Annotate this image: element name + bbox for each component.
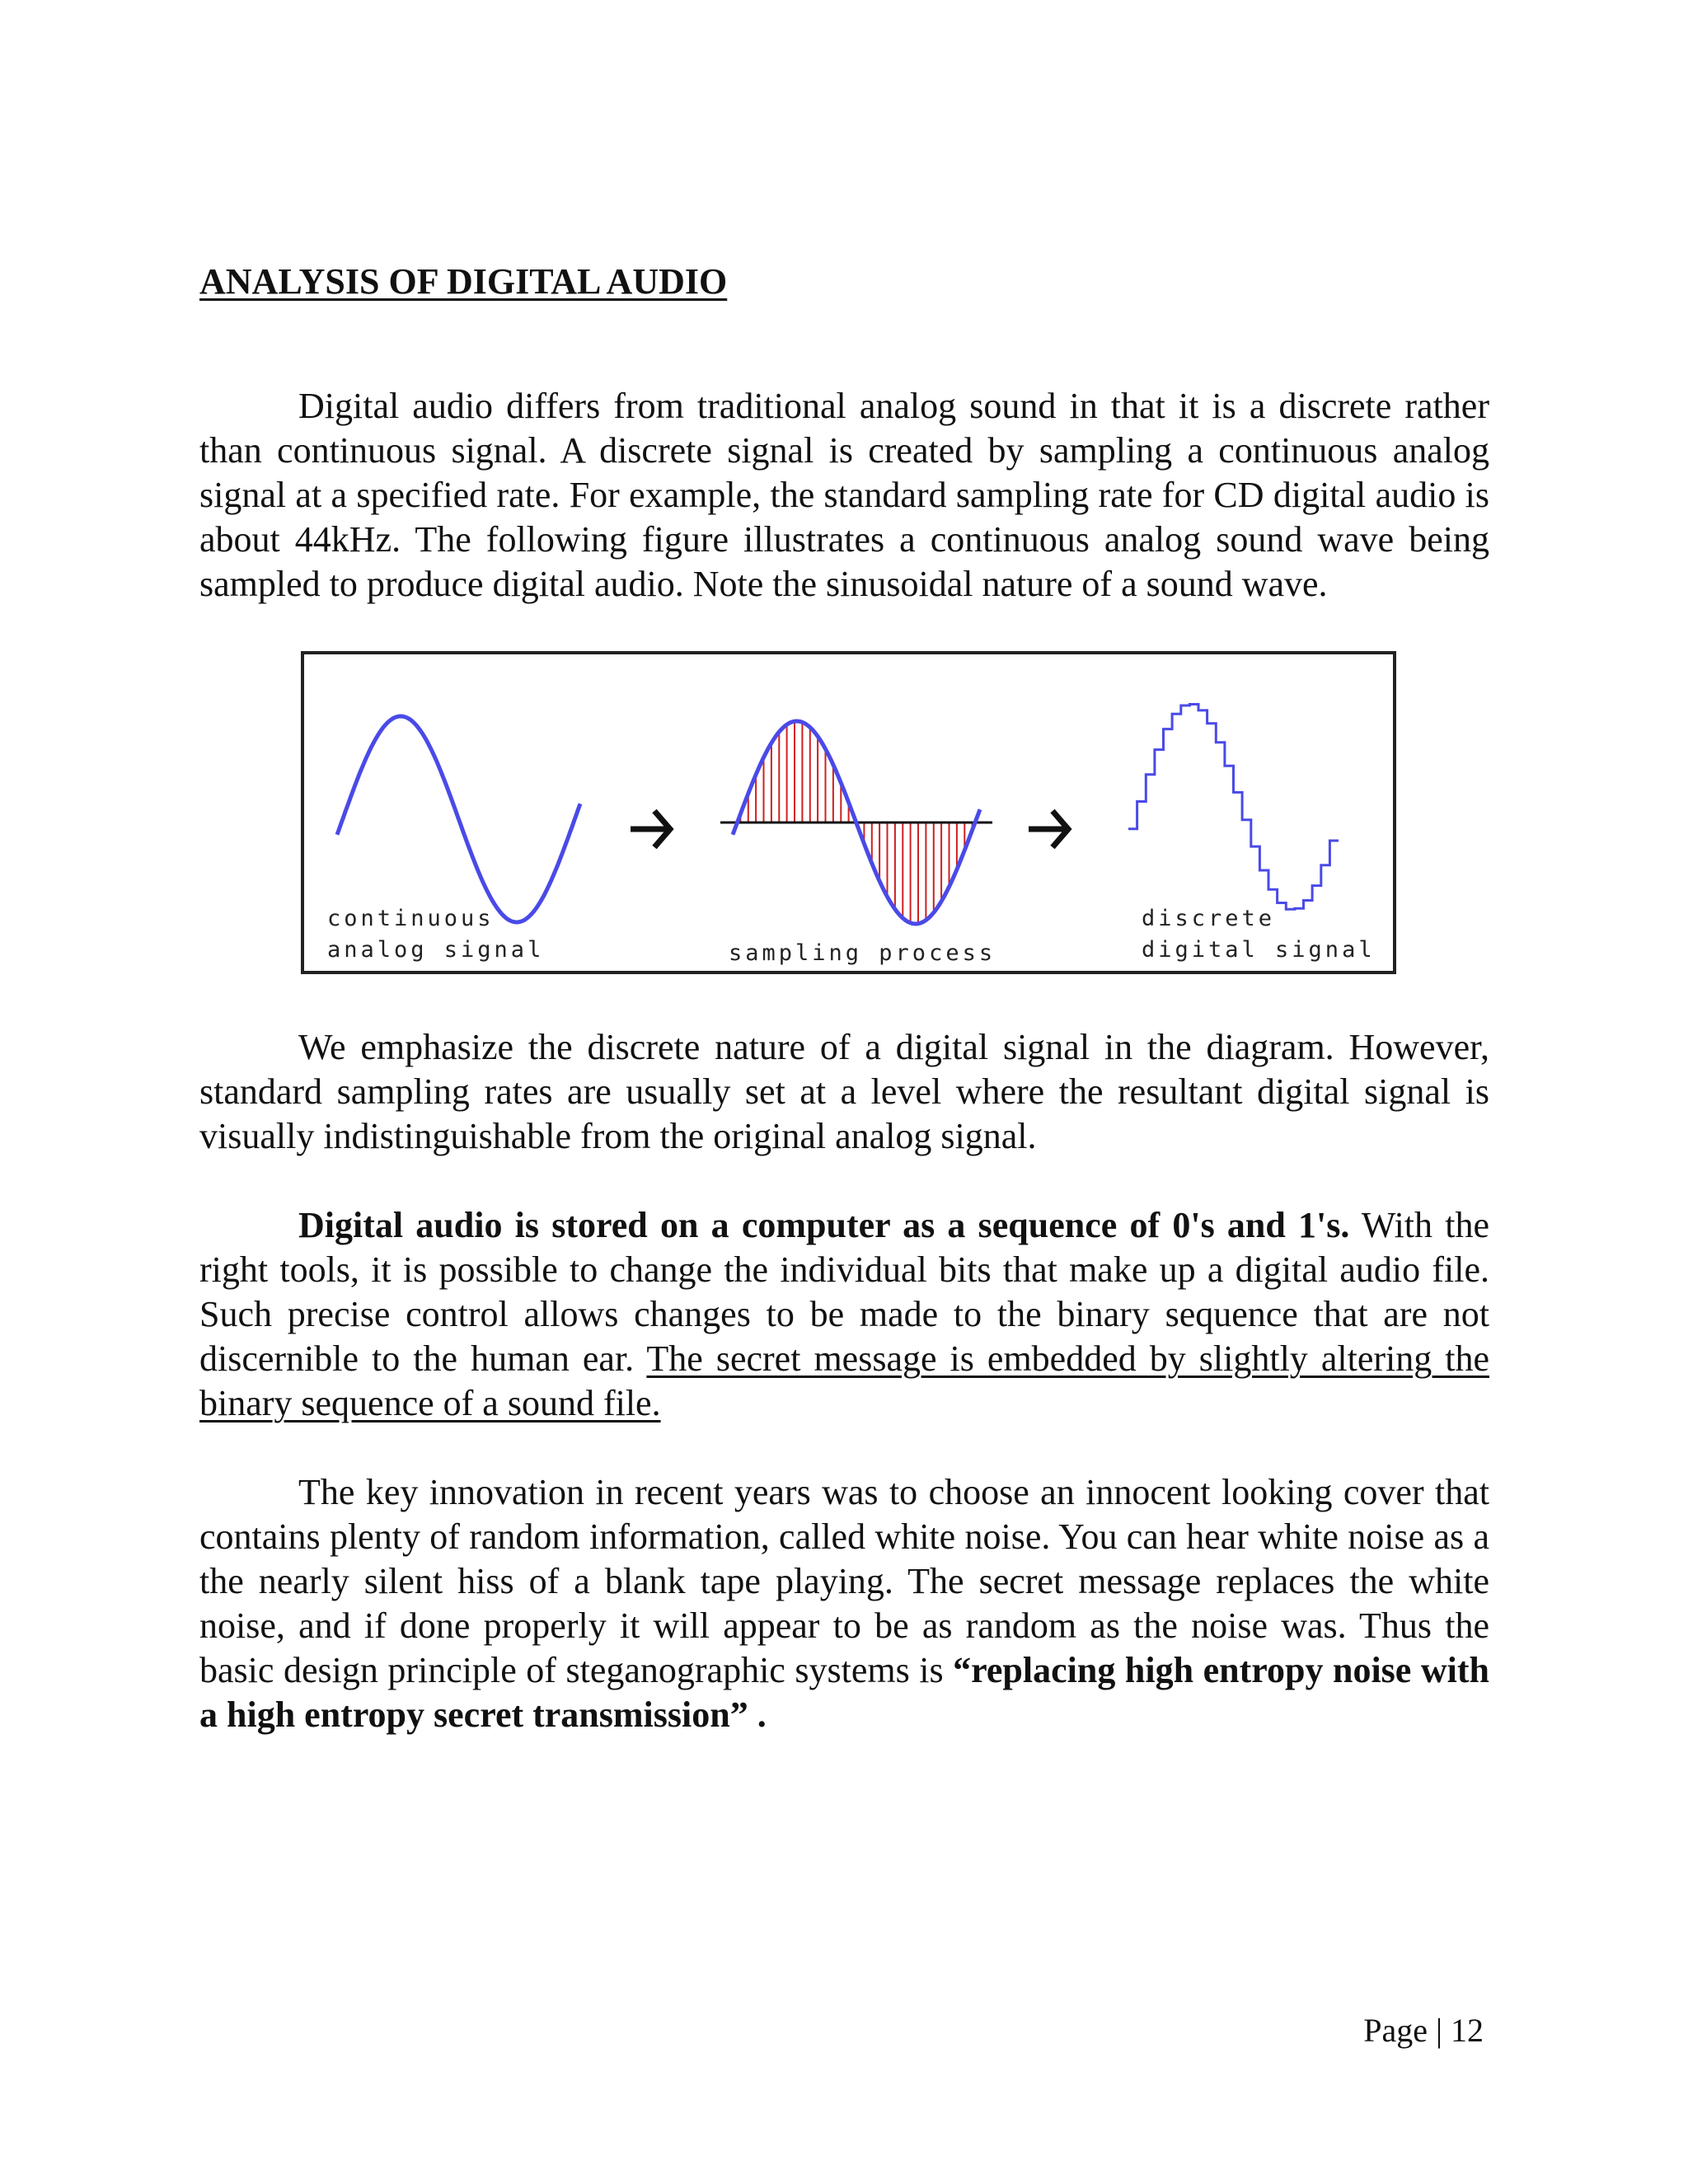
label-sampling-process: sampling process (729, 940, 996, 966)
page-number: Page | 12 (1363, 2012, 1484, 2049)
sampling-figure (301, 651, 1396, 974)
label-digital-signal: digital signal (1142, 937, 1376, 963)
paragraph-emphasis (199, 1025, 1489, 1159)
bold-lead: Digital audio is stored on a computer as a sequence of 0's and 1's. (298, 1205, 1350, 1245)
arrow-right-icon (631, 811, 670, 847)
discrete-wave (1128, 705, 1339, 910)
bold-quote: “replacing high entropy noise with a high entropy secret transmission” . (199, 1650, 1489, 1735)
continuous-wave (337, 716, 580, 922)
paragraph-innovation-text: The key innovation in recent years was to choose an innocent looking cover that contains plenty of random information, called white noise. You can hear white noise as a the nearly silent hiss of a blank tape playing. The secret message replaces the white noise, and if done properly it will appear to be as random as the noise was. Thus the basic design principle of steganographic systems is (199, 1472, 1489, 1690)
paragraph-intro-text: Digital audio differs from traditional analog sound in that it is a discrete rather than continuous signal. A discrete signal is created by sampling a continuous analog signal at a specified rate. For example, the standard sampling rate for CD digital audio is about 44kHz. The following figure illustrates a continuous analog sound wave being sampled to produce digital audio. Note the sinusoidal nature of a sound wave. (199, 386, 1489, 604)
label-continuous: continuous (327, 906, 495, 931)
underlined-statement: The secret message is embedded by slightly altering the binary sequence of a sound file. (199, 1338, 1490, 1423)
paragraph-intro (199, 384, 1489, 607)
label-discrete: discrete (1142, 906, 1276, 931)
paragraph-storage (199, 1203, 1489, 1426)
section-heading: ANALYSIS OF DIGITAL AUDIO (199, 261, 728, 302)
label-analog-signal: analog signal (327, 937, 545, 963)
paragraph-storage-text: With the right tools, it is possible to change the individual bits that make up a digital audio file. Such precise control allows changes to be made to the binary sequence that are not discernible to the human ear. (199, 1205, 1489, 1379)
arrow-right-icon (1029, 811, 1068, 847)
paragraph-innovation (199, 1470, 1489, 1737)
paragraph-emphasis-text: We emphasize the discrete nature of a digital signal in the diagram. However, standard sampling rates are usually set at a level where the resultant digital signal is visually indistinguishable from the original analog signal. (199, 1027, 1489, 1156)
